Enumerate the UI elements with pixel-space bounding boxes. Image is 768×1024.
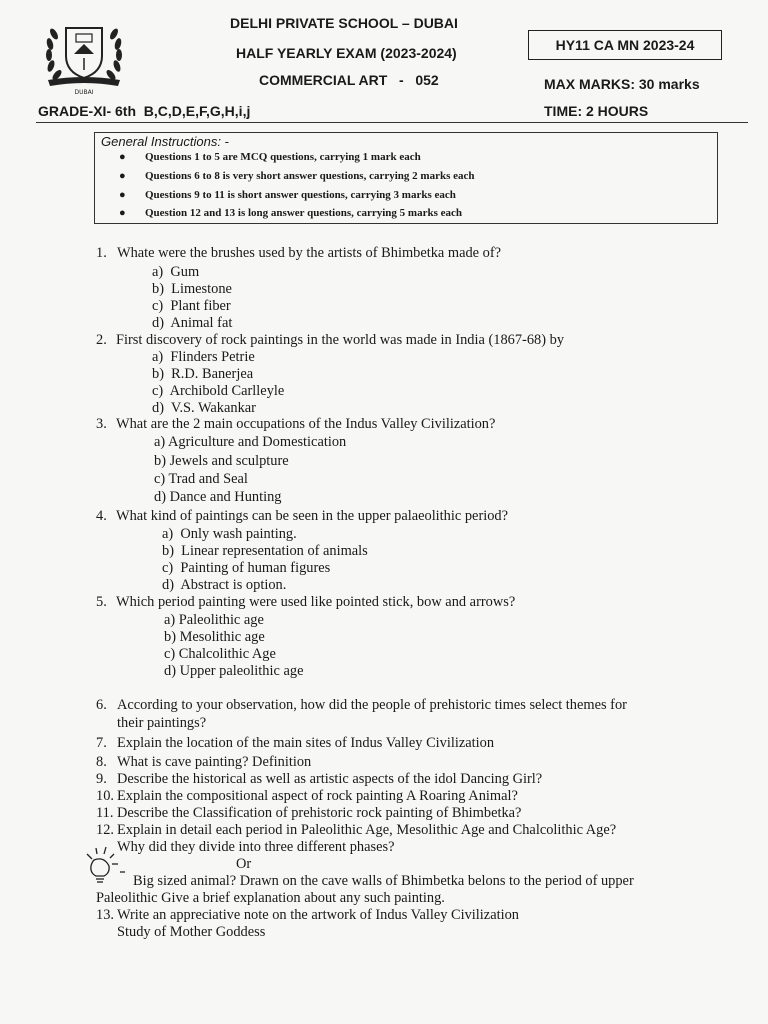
question-9: 9. Describe the historical as well as artistic aspects of the idol Dancing Girl? bbox=[96, 771, 543, 787]
option: c) Chalcolithic Age bbox=[164, 646, 276, 662]
paper-code-box bbox=[528, 30, 722, 60]
question-12-alternative: Big sized animal? Drawn on the cave walls of Bhimbetka belons to the period of upper bbox=[133, 873, 634, 889]
or-separator: Or bbox=[236, 856, 252, 872]
grade-sections: GRADE-XI- 6th B,C,D,E,F,G,H,i,j bbox=[38, 103, 251, 119]
question-8: 8. What is cave painting? Definition bbox=[96, 754, 312, 770]
option: b) Linear representation of animals bbox=[162, 543, 368, 559]
exam-time: TIME: 2 HOURS bbox=[544, 103, 649, 119]
option: a) Gum bbox=[152, 264, 200, 280]
question-3: 3. What are the 2 main occupations of the Indus Valley Civilization? bbox=[96, 416, 496, 432]
question-12-cont: Why did they divide into three different phases? bbox=[117, 839, 395, 855]
option: a) Flinders Petrie bbox=[152, 349, 255, 365]
question-12: 12. Explain in detail each period in Paleolithic Age, Mesolithic Age and Chalcolithic Age? bbox=[96, 822, 617, 838]
option: b) Mesolithic age bbox=[164, 629, 265, 645]
instruction-item: ● Question 12 and 13 is long answer questions, carrying 5 marks each bbox=[119, 207, 462, 219]
subject-code: COMMERCIAL ART - 052 bbox=[259, 72, 439, 88]
question-7: 7. Explain the location of the main sites of Indus Valley Civilization bbox=[96, 735, 495, 751]
option: a) Paleolithic age bbox=[164, 612, 264, 628]
question-4: 4. What kind of paintings can be seen in the upper palaeolithic period? bbox=[96, 508, 509, 524]
school-crest-logo bbox=[40, 14, 128, 96]
header-divider bbox=[36, 122, 748, 123]
question-13: 13. Write an appreciative note on the artwork of Indus Valley Civilization bbox=[96, 907, 519, 923]
question-11: 11. Describe the Classification of prehistoric rock painting of Bhimbetka? bbox=[96, 805, 522, 821]
logo-text: DUBAI bbox=[74, 89, 94, 96]
paper-code: HY11 CA MN 2023-24 bbox=[555, 37, 695, 53]
question-1: 1. Whate were the brushes used by the artists of Bhimbetka made of? bbox=[96, 245, 502, 261]
question-10: 10. Explain the compositional aspect of rock painting A Roaring Animal? bbox=[96, 788, 518, 804]
instruction-item: ● Questions 9 to 11 is short answer questions, carrying 3 marks each bbox=[119, 189, 456, 201]
option: a) Only wash painting. bbox=[162, 526, 297, 542]
option: d) Upper paleolithic age bbox=[164, 663, 304, 679]
option: c) Painting of human figures bbox=[162, 560, 331, 576]
instruction-item: ● Questions 1 to 5 are MCQ questions, carrying 1 mark each bbox=[119, 151, 421, 163]
option: d) V.S. Wakankar bbox=[152, 400, 256, 416]
exam-name: HALF YEARLY EXAM (2023-2024) bbox=[236, 45, 457, 61]
question-6-cont: their paintings? bbox=[117, 715, 207, 731]
question-13-cont: Study of Mother Goddess bbox=[117, 924, 266, 940]
option: d) Abstract is option. bbox=[162, 577, 287, 593]
general-instructions-box bbox=[94, 132, 718, 224]
option: b) Limestone bbox=[152, 281, 232, 297]
question-2: 2. First discovery of rock paintings in the world was made in India (1867-68) by bbox=[96, 332, 565, 348]
instructions-title: General Instructions: - bbox=[101, 134, 229, 149]
option: c) Archibold Carlleyle bbox=[152, 383, 285, 399]
option: b) Jewels and sculpture bbox=[154, 453, 289, 469]
instruction-item: ● Questions 6 to 8 is very short answer questions, carrying 2 marks each bbox=[119, 170, 475, 182]
question-12-alternative-cont: Paleolithic Give a brief explanation about any such painting. bbox=[96, 890, 445, 906]
max-marks: MAX MARKS: 30 marks bbox=[544, 76, 700, 92]
option: b) R.D. Banerjea bbox=[152, 366, 254, 382]
school-name: DELHI PRIVATE SCHOOL – DUBAI bbox=[230, 15, 458, 31]
option: d) Dance and Hunting bbox=[154, 489, 282, 505]
option: d) Animal fat bbox=[152, 315, 233, 331]
question-6: 6. According to your observation, how did the people of prehistoric times select themes for bbox=[96, 697, 627, 713]
option: a) Agriculture and Domestication bbox=[154, 434, 347, 450]
option: c) Trad and Seal bbox=[154, 471, 248, 487]
question-5: 5. Which period painting were used like pointed stick, bow and arrows? bbox=[96, 594, 516, 610]
option: c) Plant fiber bbox=[152, 298, 231, 314]
lightbulb-icon bbox=[82, 846, 128, 886]
